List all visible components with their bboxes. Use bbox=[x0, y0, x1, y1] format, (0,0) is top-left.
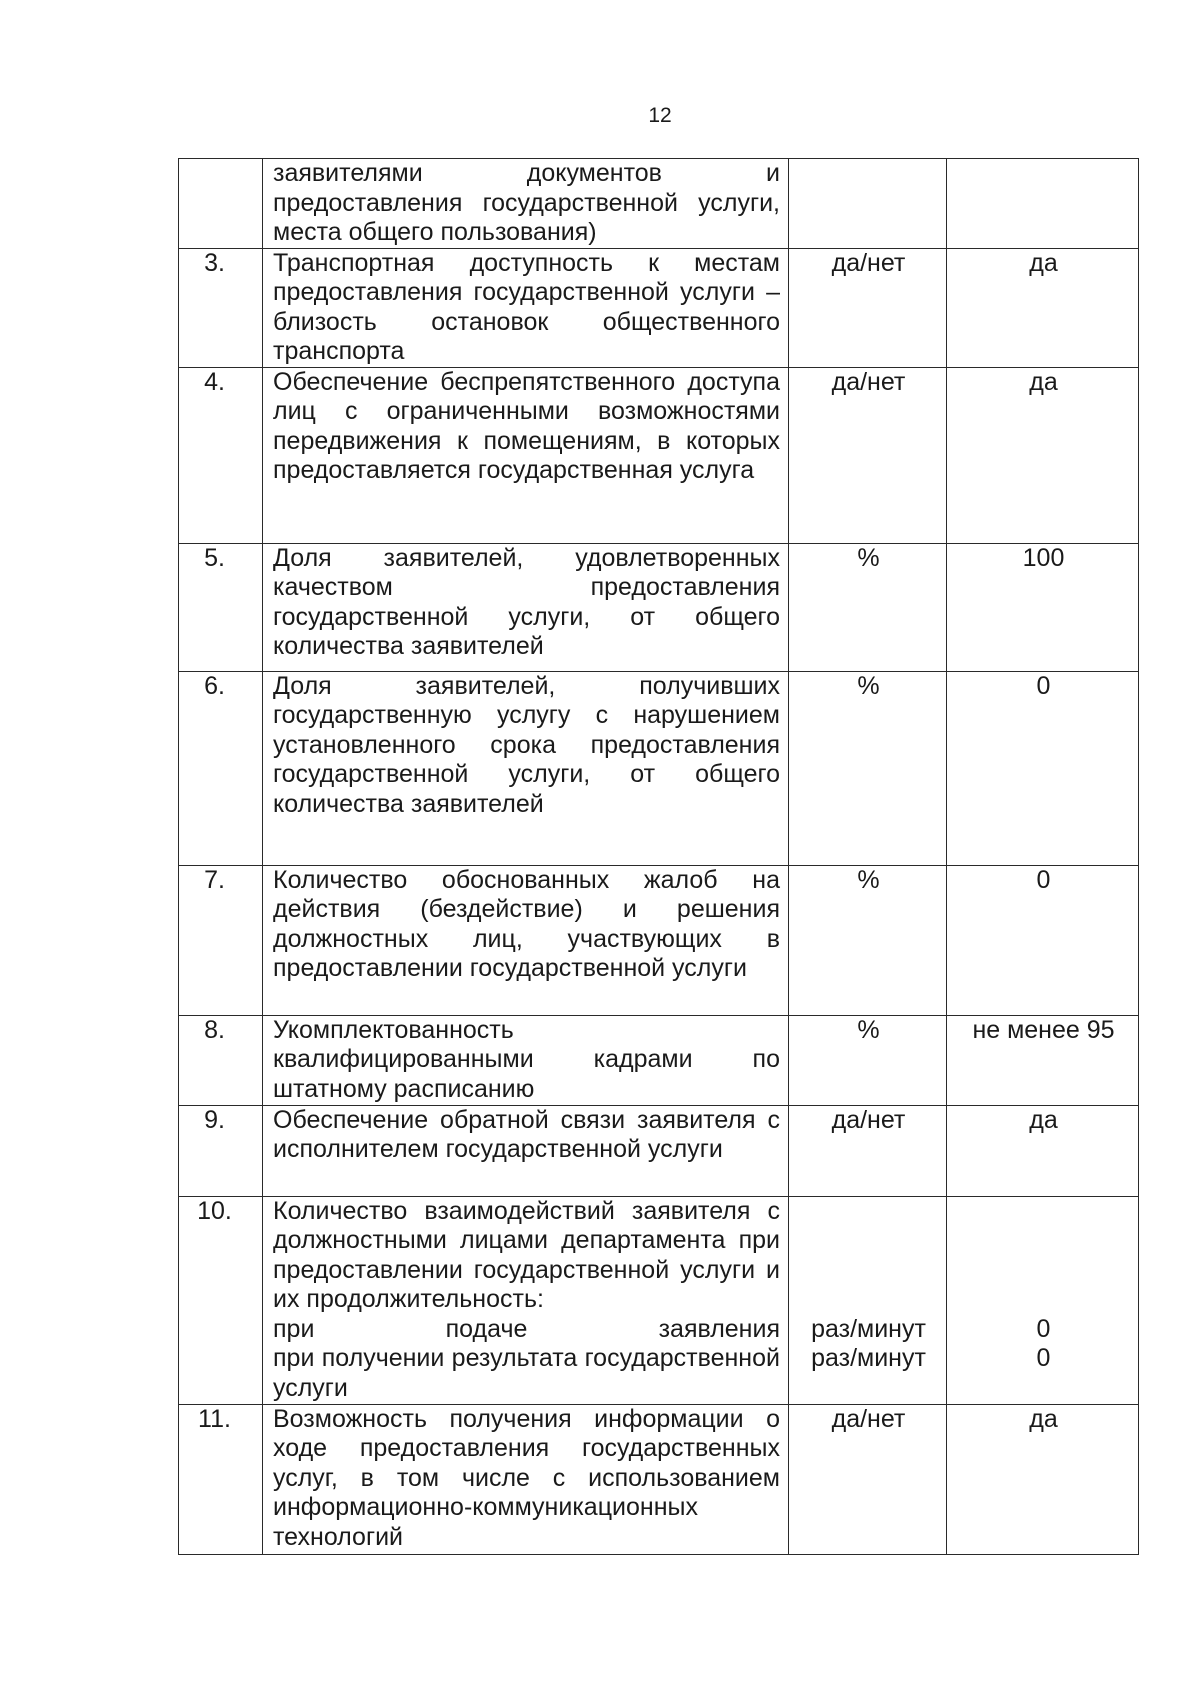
sub-item-value: 0 bbox=[1036, 1314, 1051, 1343]
row-number bbox=[179, 159, 263, 249]
indicator-text: заявителями документов и предоставления государственной услуги, места общего пользования) bbox=[263, 159, 789, 249]
unit-cell: да/нет bbox=[789, 367, 947, 543]
table-row bbox=[179, 1404, 1139, 1554]
unit-cell bbox=[789, 1196, 947, 1404]
indicator-text: Обеспечение обратной связи заявителя с исполнителем государственной услуги bbox=[263, 1105, 789, 1196]
row-number: 8. bbox=[179, 1015, 263, 1105]
indicator-text: Укомплектованность квалифицированными кадрами по штатному расписанию bbox=[263, 1015, 789, 1105]
page-number: 12 bbox=[648, 104, 672, 127]
indicator-text: Количество обоснованных жалоб на действия (бездействие) и решения должностных лиц, участвующих в предоставлении государственной услуги bbox=[263, 865, 789, 1015]
value-cell: не менее 95 bbox=[947, 1015, 1139, 1105]
indicator-cell bbox=[263, 1196, 789, 1404]
value-cell: да bbox=[947, 367, 1139, 543]
unit-cell: % bbox=[789, 671, 947, 865]
row-number: 6. bbox=[179, 671, 263, 865]
value-cell bbox=[947, 1196, 1139, 1404]
indicator-text: Количество взаимодействий заявителя с должностными лицами департамента при предоставлении государственной услуги и их продолжительность: bbox=[273, 1196, 780, 1313]
value-cell bbox=[947, 159, 1139, 249]
row-number: 9. bbox=[179, 1105, 263, 1196]
sub-item-text: при получении результата государственной услуги bbox=[273, 1344, 780, 1402]
table-row bbox=[179, 671, 1139, 865]
indicator-text: Транспортная доступность к местам предоставления государственной услуги – близость остановок общественного транспорта bbox=[263, 248, 789, 367]
unit-cell: % bbox=[789, 543, 947, 671]
unit-cell bbox=[789, 159, 947, 249]
table-row bbox=[179, 367, 1139, 543]
row-number: 3. bbox=[179, 248, 263, 367]
sub-item-unit: раз/минут bbox=[811, 1344, 926, 1372]
unit-cell: да/нет bbox=[789, 1105, 947, 1196]
sub-item-unit: раз/минут bbox=[811, 1314, 926, 1343]
value-cell: да bbox=[947, 1404, 1139, 1554]
table-row bbox=[179, 1196, 1139, 1404]
indicator-text: Доля заявителей, получивших государственную услугу с нарушением установленного срока предоставления государственной услуги, от общего количества заявителей bbox=[263, 671, 789, 865]
indicator-text: Возможность получения информации о ходе предоставления государственных услуг, в том числе с использованием информационно-коммуникационных технологий bbox=[263, 1404, 789, 1554]
indicators-table bbox=[178, 158, 1139, 1555]
row-number: 7. bbox=[179, 865, 263, 1015]
row-number: 10. bbox=[179, 1196, 263, 1404]
unit-cell: % bbox=[789, 865, 947, 1015]
unit-cell: % bbox=[789, 1015, 947, 1105]
value-cell: да bbox=[947, 1105, 1139, 1196]
table-row bbox=[179, 1105, 1139, 1196]
indicator-text: Обеспечение беспрепятственного доступа лиц с ограниченными возможностями передвижения к помещениям, в которых предоставляется государственная услуга bbox=[263, 367, 789, 543]
value-cell: да bbox=[947, 248, 1139, 367]
table-row bbox=[179, 543, 1139, 671]
table-row bbox=[179, 865, 1139, 1015]
sub-item-text: при подаче заявления bbox=[273, 1314, 780, 1343]
row-number: 4. bbox=[179, 367, 263, 543]
table-row bbox=[179, 159, 1139, 249]
unit-cell: да/нет bbox=[789, 248, 947, 367]
value-cell: 100 bbox=[947, 543, 1139, 671]
table-row bbox=[179, 248, 1139, 367]
indicator-text: Доля заявителей, удовлетворенных качеством предоставления государственной услуги, от общего количества заявителей bbox=[263, 543, 789, 671]
unit-cell: да/нет bbox=[789, 1404, 947, 1554]
value-cell: 0 bbox=[947, 671, 1139, 865]
table-row bbox=[179, 1015, 1139, 1105]
row-number: 5. bbox=[179, 543, 263, 671]
value-cell: 0 bbox=[947, 865, 1139, 1015]
row-number: 11. bbox=[179, 1404, 263, 1554]
sub-item-value: 0 bbox=[1036, 1344, 1051, 1372]
